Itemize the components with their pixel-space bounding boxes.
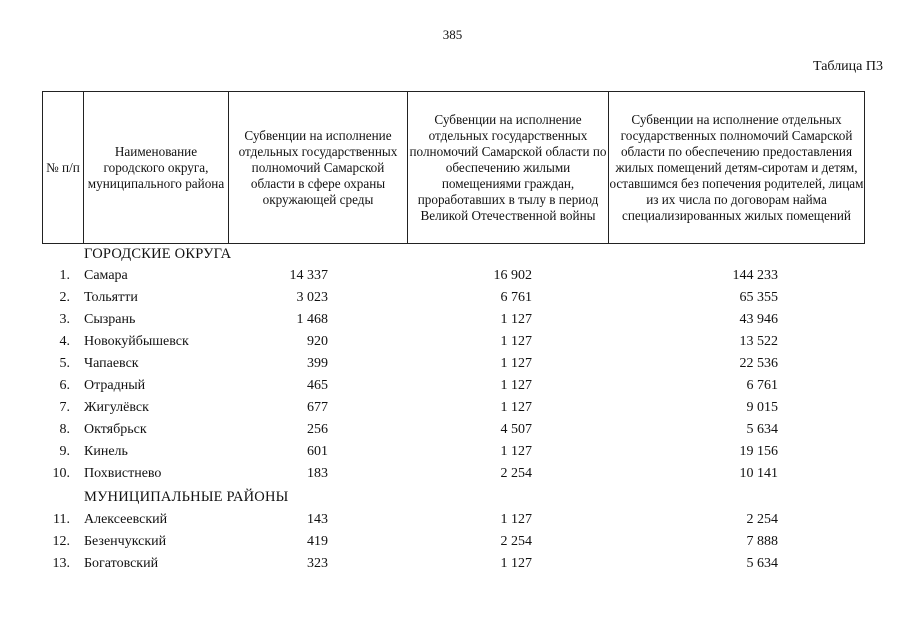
row-number: 10.	[52, 466, 70, 481]
row-orphans-value: 5 634	[746, 556, 778, 571]
row-veterans-value: 6 761	[500, 290, 532, 305]
row-environment-value: 183	[307, 466, 328, 481]
row-number: 2.	[59, 290, 70, 305]
row-veterans-value: 1 127	[500, 400, 532, 415]
table-row	[0, 378, 905, 400]
row-orphans-value: 9 015	[746, 400, 778, 415]
table-row	[0, 534, 905, 556]
table-row	[0, 422, 905, 444]
row-veterans-value: 1 127	[500, 312, 532, 327]
section-title: ГОРОДСКИЕ ОКРУГА	[84, 246, 232, 262]
table-row	[0, 312, 905, 334]
row-name: Богатовский	[84, 556, 159, 571]
row-name: Отрадный	[84, 378, 146, 393]
section-title: МУНИЦИПАЛЬНЫЕ РАЙОНЫ	[84, 489, 289, 505]
row-environment-value: 14 337	[289, 268, 328, 283]
row-environment-value: 143	[307, 512, 328, 527]
table-row	[0, 556, 905, 578]
row-number: 7.	[59, 400, 70, 415]
row-environment-value: 419	[307, 534, 328, 549]
table-row	[0, 268, 905, 290]
row-environment-value: 323	[307, 556, 328, 571]
row-number: 6.	[59, 378, 70, 393]
row-environment-value: 399	[307, 356, 328, 371]
row-name: Новокуйбышевск	[84, 334, 189, 349]
header-name: Наименование городского округа, муниципального района	[84, 92, 229, 244]
header-veterans-housing-subvention: Субвенции на исполнение отдельных государственных полномочий Самарской области по обеспечению жилыми помещениями граждан, проработавших в тылу в период Великой Отечественной войны	[408, 92, 609, 244]
row-veterans-value: 1 127	[500, 444, 532, 459]
row-name: Жигулёвск	[84, 400, 149, 415]
header-orphans-housing-subvention: Субвенции на исполнение отдельных государственных полномочий Самарской области по обеспечению предоставления жилых помещений детям-сиротам и детям, оставшимся без попечения родителей, лицам из их числа по договорам найма специализированных жилых помещений	[609, 92, 865, 244]
row-number: 5.	[59, 356, 70, 371]
header-number: № п/п	[43, 92, 84, 244]
table-label: Таблица П3	[813, 59, 883, 74]
table-header	[42, 91, 865, 244]
row-veterans-value: 1 127	[500, 556, 532, 571]
row-number: 1.	[59, 268, 70, 283]
row-orphans-value: 10 141	[739, 466, 778, 481]
row-veterans-value: 4 507	[500, 422, 532, 437]
row-veterans-value: 1 127	[500, 378, 532, 393]
row-environment-value: 465	[307, 378, 328, 393]
row-orphans-value: 144 233	[732, 268, 778, 283]
row-name: Безенчукский	[84, 534, 167, 549]
row-orphans-value: 65 355	[739, 290, 778, 305]
table-row	[0, 356, 905, 378]
row-environment-value: 601	[307, 444, 328, 459]
row-orphans-value: 2 254	[746, 512, 778, 527]
row-name: Алексеевский	[84, 512, 168, 527]
row-orphans-value: 13 522	[739, 334, 778, 349]
row-orphans-value: 19 156	[739, 444, 778, 459]
table-row	[0, 400, 905, 422]
row-veterans-value: 2 254	[500, 466, 532, 481]
row-veterans-value: 16 902	[493, 268, 532, 283]
row-veterans-value: 1 127	[500, 512, 532, 527]
row-veterans-value: 1 127	[500, 356, 532, 371]
row-number: 8.	[59, 422, 70, 437]
table-row	[0, 334, 905, 356]
row-name: Чапаевск	[84, 356, 139, 371]
row-environment-value: 3 023	[296, 290, 328, 305]
table-row	[0, 466, 905, 488]
row-orphans-value: 5 634	[746, 422, 778, 437]
row-number: 9.	[59, 444, 70, 459]
row-name: Самара	[84, 268, 128, 283]
row-orphans-value: 22 536	[739, 356, 778, 371]
header-environment-subvention: Субвенции на исполнение отдельных государственных полномочий Самарской области в сфере охраны окружающей среды	[229, 92, 408, 244]
row-orphans-value: 7 888	[746, 534, 778, 549]
row-number: 13.	[52, 556, 70, 571]
row-veterans-value: 1 127	[500, 334, 532, 349]
row-environment-value: 920	[307, 334, 328, 349]
row-number: 11.	[53, 512, 70, 527]
row-number: 4.	[59, 334, 70, 349]
row-number: 3.	[59, 312, 70, 327]
table-row	[0, 290, 905, 312]
row-name: Тольятти	[84, 290, 138, 305]
page-number: 385	[442, 27, 463, 42]
row-veterans-value: 2 254	[500, 534, 532, 549]
row-name: Похвистнево	[84, 466, 162, 481]
row-number: 12.	[52, 534, 70, 549]
row-environment-value: 677	[307, 400, 328, 415]
row-orphans-value: 43 946	[739, 312, 778, 327]
row-environment-value: 1 468	[296, 312, 328, 327]
row-name: Кинель	[84, 444, 128, 459]
row-environment-value: 256	[307, 422, 328, 437]
table-row	[0, 512, 905, 534]
row-orphans-value: 6 761	[746, 378, 778, 393]
row-name: Сызрань	[84, 312, 136, 327]
table-row	[0, 444, 905, 466]
row-name: Октябрьск	[84, 422, 147, 437]
